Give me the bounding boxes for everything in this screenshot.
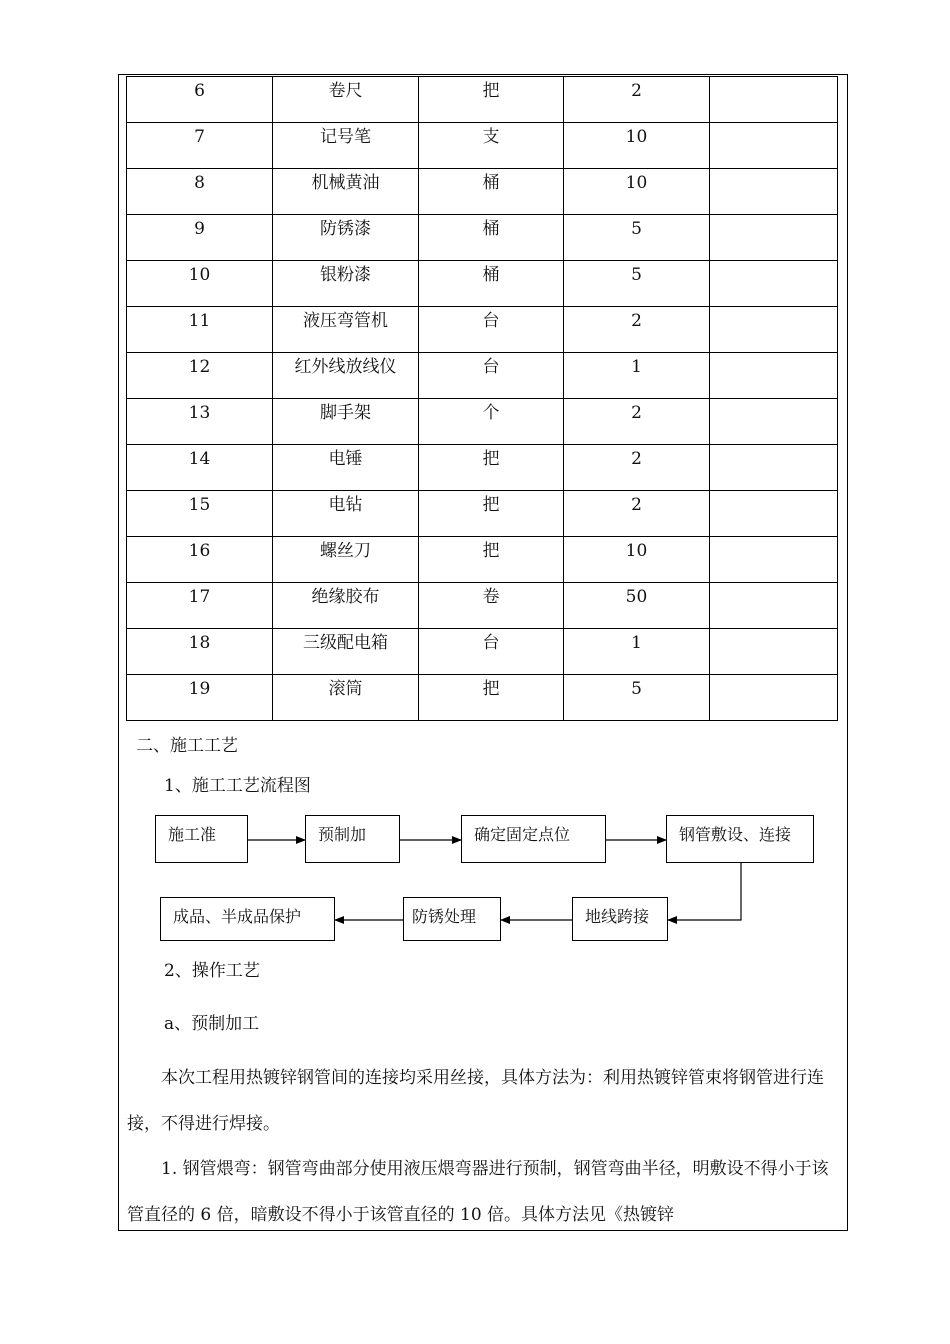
- cell-number: 14: [127, 445, 273, 491]
- cell-unit: 把: [419, 675, 564, 721]
- cell-unit: 把: [419, 77, 564, 123]
- cell-quantity: 2: [564, 445, 710, 491]
- cell-number: 13: [127, 399, 273, 445]
- cell-number: 8: [127, 169, 273, 215]
- cell-equipment-name: 机械黄油: [273, 169, 419, 215]
- cell-equipment-name: 滚筒: [273, 675, 419, 721]
- cell-equipment-name: 银粉漆: [273, 261, 419, 307]
- cell-number: 6: [127, 77, 273, 123]
- cell-equipment-name: 绝缘胶布: [273, 583, 419, 629]
- cell-unit: 桶: [419, 261, 564, 307]
- cell-number: 10: [127, 261, 273, 307]
- cell-equipment-name: 红外线放线仪: [273, 353, 419, 399]
- cell-unit: 把: [419, 445, 564, 491]
- cell-number: 7: [127, 123, 273, 169]
- cell-equipment-name: 记号笔: [273, 123, 419, 169]
- cell-quantity: 10: [564, 123, 710, 169]
- cell-quantity: 10: [564, 169, 710, 215]
- section-heading: 二、施工工艺: [136, 736, 238, 756]
- cell-unit: 把: [419, 491, 564, 537]
- cell-equipment-name: 电钻: [273, 491, 419, 537]
- cell-quantity: 5: [564, 675, 710, 721]
- paragraph-connection-method: [127, 1055, 833, 1147]
- cell-number: 16: [127, 537, 273, 583]
- subsection-a-heading: a、预制加工: [164, 1014, 260, 1034]
- cell-unit: 台: [419, 353, 564, 399]
- cell-unit: 把: [419, 537, 564, 583]
- cell-equipment-name: 电锤: [273, 445, 419, 491]
- cell-number: 17: [127, 583, 273, 629]
- flow-step-preparation: 施工准: [155, 815, 248, 863]
- cell-quantity: 5: [564, 215, 710, 261]
- cell-quantity: 2: [564, 77, 710, 123]
- cell-quantity: 1: [564, 629, 710, 675]
- cell-number: 9: [127, 215, 273, 261]
- cell-unit: 支: [419, 123, 564, 169]
- flow-step-ground-bridging: 地线跨接: [572, 897, 668, 941]
- cell-quantity: 50: [564, 583, 710, 629]
- cell-equipment-name: 脚手架: [273, 399, 419, 445]
- paragraph-connection-text: 本次工程用热镀锌钢管间的连接均采用丝接，具体方法为：利用热镀锌管束将钢管进行连接，不得进行焊接。: [127, 1068, 824, 1134]
- cell-equipment-name: 卷尺: [273, 77, 419, 123]
- cell-unit: 台: [419, 307, 564, 353]
- paragraph-pipe-bending: [127, 1146, 833, 1238]
- cell-number: 11: [127, 307, 273, 353]
- cell-quantity: 2: [564, 307, 710, 353]
- operation-heading: 2、操作工艺: [164, 961, 260, 981]
- cell-equipment-name: 防锈漆: [273, 215, 419, 261]
- cell-equipment-name: 螺丝刀: [273, 537, 419, 583]
- flow-step-fix-points: 确定固定点位: [461, 815, 606, 863]
- cell-unit: 桶: [419, 169, 564, 215]
- flow-step-prefabrication: 预制加: [305, 815, 400, 863]
- cell-number: 12: [127, 353, 273, 399]
- cell-equipment-name: 液压弯管机: [273, 307, 419, 353]
- flow-step-rust-proofing: 防锈处理: [403, 897, 501, 941]
- cell-unit: 卷: [419, 583, 564, 629]
- cell-quantity: 5: [564, 261, 710, 307]
- cell-number: 19: [127, 675, 273, 721]
- arrow-4-5: [668, 862, 741, 920]
- cell-quantity: 2: [564, 399, 710, 445]
- cell-unit: 台: [419, 629, 564, 675]
- flow-chart-heading: 1、施工工艺流程图: [164, 776, 311, 796]
- cell-quantity: 10: [564, 537, 710, 583]
- cell-number: 15: [127, 491, 273, 537]
- cell-unit: 桶: [419, 215, 564, 261]
- cell-quantity: 2: [564, 491, 710, 537]
- cell-quantity: 1: [564, 353, 710, 399]
- paragraph-bending-text: 1. 钢管煨弯：钢管弯曲部分使用液压煨弯器进行预制，钢管弯曲半径，明敷设不得小于该管直径的 6 倍，暗敷设不得小于该管直径的 10 倍。具体方法见《热镀锌: [127, 1159, 829, 1225]
- flow-step-protection: 成品、半成品保护: [160, 897, 335, 941]
- flow-step-pipe-laying: 钢管敷设、连接: [666, 815, 814, 863]
- cell-equipment-name: 三级配电箱: [273, 629, 419, 675]
- cell-unit: 个: [419, 399, 564, 445]
- cell-number: 18: [127, 629, 273, 675]
